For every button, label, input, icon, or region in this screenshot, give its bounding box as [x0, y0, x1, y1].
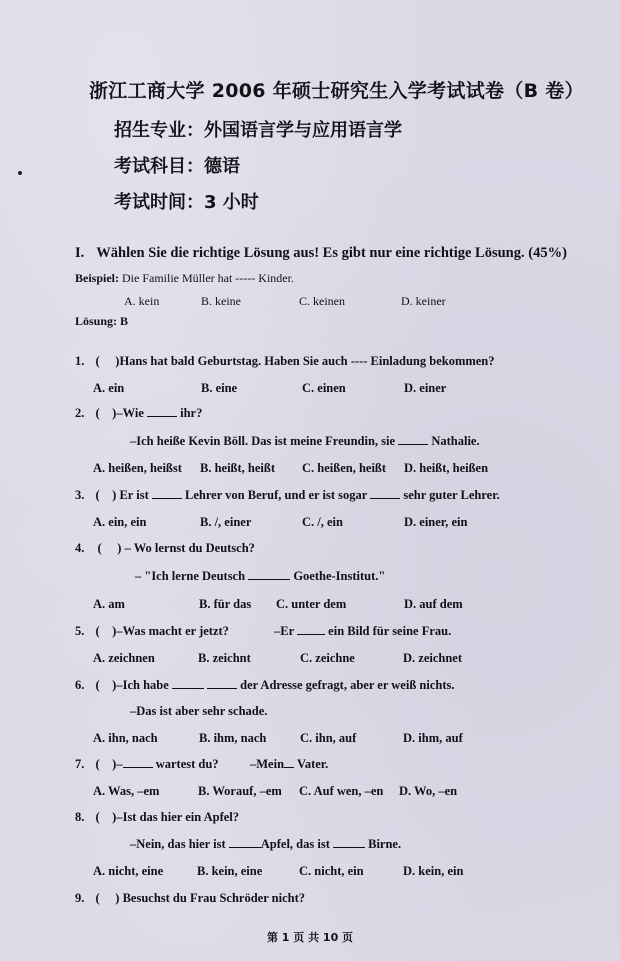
q3-option-a: A. ein, ein — [93, 515, 147, 529]
fill-blank — [229, 837, 261, 848]
q4-option-a: A. am — [93, 597, 125, 611]
question-text: Lehrer von Beruf, und er ist sogar — [185, 488, 368, 502]
question-text: wartest du? — [155, 757, 219, 771]
question-text: Vater. — [296, 757, 329, 771]
question-2-reply — [130, 434, 480, 449]
fill-blank — [147, 406, 177, 417]
q5-option-a: A. zeichnen — [93, 651, 155, 665]
q1-option-a: A. ein — [93, 381, 125, 395]
q2-option-b: B. heißt, heißt — [200, 461, 276, 475]
fill-blank — [370, 488, 400, 499]
question-number: 9. — [75, 891, 85, 905]
fill-blank — [284, 757, 294, 768]
question-7 — [75, 757, 219, 772]
question-number: 2. — [75, 406, 85, 420]
q1-option-b: B. eine — [201, 381, 238, 395]
question-text: –Ist das hier ein Apfel? — [116, 810, 240, 824]
question-text: –Er — [274, 624, 294, 638]
q8-option-d: D. kein, ein — [403, 864, 464, 878]
example-text: Die Familie Müller hat ----- Kinder. — [122, 271, 294, 285]
question-text: Er ist — [119, 488, 149, 502]
exam-subject: 考试科目：德语 — [114, 156, 240, 177]
question-text: –Was macht er jetzt? — [116, 624, 229, 638]
question-text: Hans hat bald Geburtstag. Haben Sie auch ---- Einladung bekommen? — [119, 354, 495, 368]
section-number: I. — [75, 245, 85, 261]
q6-option-c: C. ihn, auf — [300, 731, 357, 745]
question-7-reply — [250, 757, 328, 772]
question-6 — [75, 678, 454, 693]
question-text: Birne. — [368, 837, 402, 851]
question-text: ihr? — [180, 406, 203, 420]
q3-option-d: D. einer, ein — [404, 515, 468, 529]
fill-blank — [207, 678, 237, 689]
question-text: – "Ich lerne Deutsch — [135, 569, 246, 583]
question-text: sehr guter Lehrer. — [403, 488, 500, 502]
answer-parentheses: ( ) — [95, 488, 117, 502]
question-9 — [75, 891, 305, 906]
question-number: 7. — [75, 757, 85, 771]
fill-blank — [398, 434, 428, 445]
q8-option-a: A. nicht, eine — [93, 864, 164, 878]
answer-parentheses: ( ) — [95, 354, 120, 368]
q1-option-c: C. einen — [302, 381, 346, 395]
example-option-d: D. keiner — [401, 294, 446, 308]
q8-option-c: C. nicht, ein — [299, 864, 364, 878]
question-8-reply — [130, 837, 401, 852]
q2-option-d: D. heißt, heißen — [404, 461, 489, 475]
question-number: 8. — [75, 810, 85, 824]
question-text: der Adresse gefragt, aber er weiß nichts. — [240, 678, 455, 692]
question-text: –Nein, das hier ist — [130, 837, 226, 851]
exam-major: 招生专业：外国语言学与应用语言学 — [114, 120, 402, 141]
answer-parentheses: ( ) — [97, 541, 122, 555]
question-number: 5. — [75, 624, 85, 638]
q7-option-c: C. Auf wen, –en — [299, 784, 384, 798]
answer-parentheses: ( ) — [95, 891, 120, 905]
question-number: 1. — [75, 354, 85, 368]
q4-option-b: B. für das — [199, 597, 252, 611]
question-text: Goethe-Institut." — [293, 569, 386, 583]
question-4-reply — [135, 569, 385, 584]
example-label: Beispiel: — [75, 271, 119, 285]
question-number: 4. — [75, 541, 85, 555]
question-number: 6. — [75, 678, 85, 692]
q6-option-b: B. ihm, nach — [199, 731, 267, 745]
question-4 — [75, 541, 255, 556]
q3-option-b: B. /, einer — [200, 515, 252, 529]
question-text: –Ich heiße Kevin Böll. Das ist meine Freundin, sie — [130, 434, 396, 448]
question-number: 3. — [75, 488, 85, 502]
question-8 — [75, 810, 239, 825]
question-text: – Wo lernst du Deutsch? — [124, 541, 255, 555]
example-option-a: A. kein — [124, 294, 160, 308]
question-text: Besuchst du Frau Schröder nicht? — [122, 891, 306, 905]
question-text: Nathalie. — [431, 434, 480, 448]
q5-option-b: B. zeichnt — [198, 651, 251, 665]
example-option-c: C. keinen — [299, 294, 345, 308]
question-3 — [75, 488, 500, 503]
q4-option-d: D. auf dem — [404, 597, 463, 611]
fill-blank — [172, 678, 204, 689]
fill-blank — [297, 624, 325, 635]
fill-blank — [248, 569, 290, 580]
question-text: – — [116, 757, 123, 771]
answer-parentheses: ( ) — [95, 624, 117, 638]
fill-blank — [152, 488, 182, 499]
question-text: –Wie — [116, 406, 144, 420]
question-text: –Ich habe — [116, 678, 169, 692]
question-text: –Mein — [250, 757, 285, 771]
q2-option-a: A. heißen, heißst — [93, 461, 182, 475]
q5-option-d: D. zeichnet — [403, 651, 463, 665]
section-title: Wählen Sie die richtige Lösung aus! Es gibt nur eine richtige Lösung. (45%) — [96, 245, 567, 261]
question-5-reply — [274, 624, 451, 639]
q6-option-a: A. ihn, nach — [93, 731, 158, 745]
q6-option-d: D. ihm, auf — [403, 731, 463, 745]
q2-option-c: C. heißen, heißt — [302, 461, 387, 475]
question-5 — [75, 624, 229, 639]
q1-option-d: D. einer — [404, 381, 447, 395]
question-6-reply: –Das ist aber sehr schade. — [130, 704, 268, 718]
example-option-b: B. keine — [201, 294, 241, 308]
answer-parentheses: ( ) — [95, 406, 117, 420]
answer-parentheses: ( ) — [95, 678, 117, 692]
question-2 — [75, 406, 202, 421]
q8-option-b: B. kein, eine — [197, 864, 263, 878]
example-solution: Lösung: B — [75, 314, 129, 328]
answer-parentheses: ( ) — [95, 810, 117, 824]
scan-speck — [18, 171, 22, 175]
question-text: ein Bild für seine Frau. — [328, 624, 452, 638]
question-text: Apfel, das ist — [260, 837, 330, 851]
page-number: 第 1 页 共 10 页 — [266, 931, 354, 944]
answer-parentheses: ( ) — [95, 757, 117, 771]
q7-option-a: A. Was, –em — [93, 784, 160, 798]
example-line — [75, 271, 294, 286]
q3-option-c: C. /, ein — [302, 515, 343, 529]
exam-title: 浙江工商大学 2006 年硕士研究生入学考试试卷（B 卷） — [89, 80, 584, 102]
question-1 — [75, 354, 495, 369]
section-heading — [75, 245, 567, 262]
fill-blank — [333, 837, 365, 848]
fill-blank — [123, 757, 153, 768]
q4-option-c: C. unter dem — [276, 597, 347, 611]
q7-option-b: B. Worauf, –em — [198, 784, 282, 798]
exam-duration: 考试时间：3 小时 — [114, 192, 259, 213]
q5-option-c: C. zeichne — [300, 651, 355, 665]
q7-option-d: D. Wo, –en — [399, 784, 458, 798]
